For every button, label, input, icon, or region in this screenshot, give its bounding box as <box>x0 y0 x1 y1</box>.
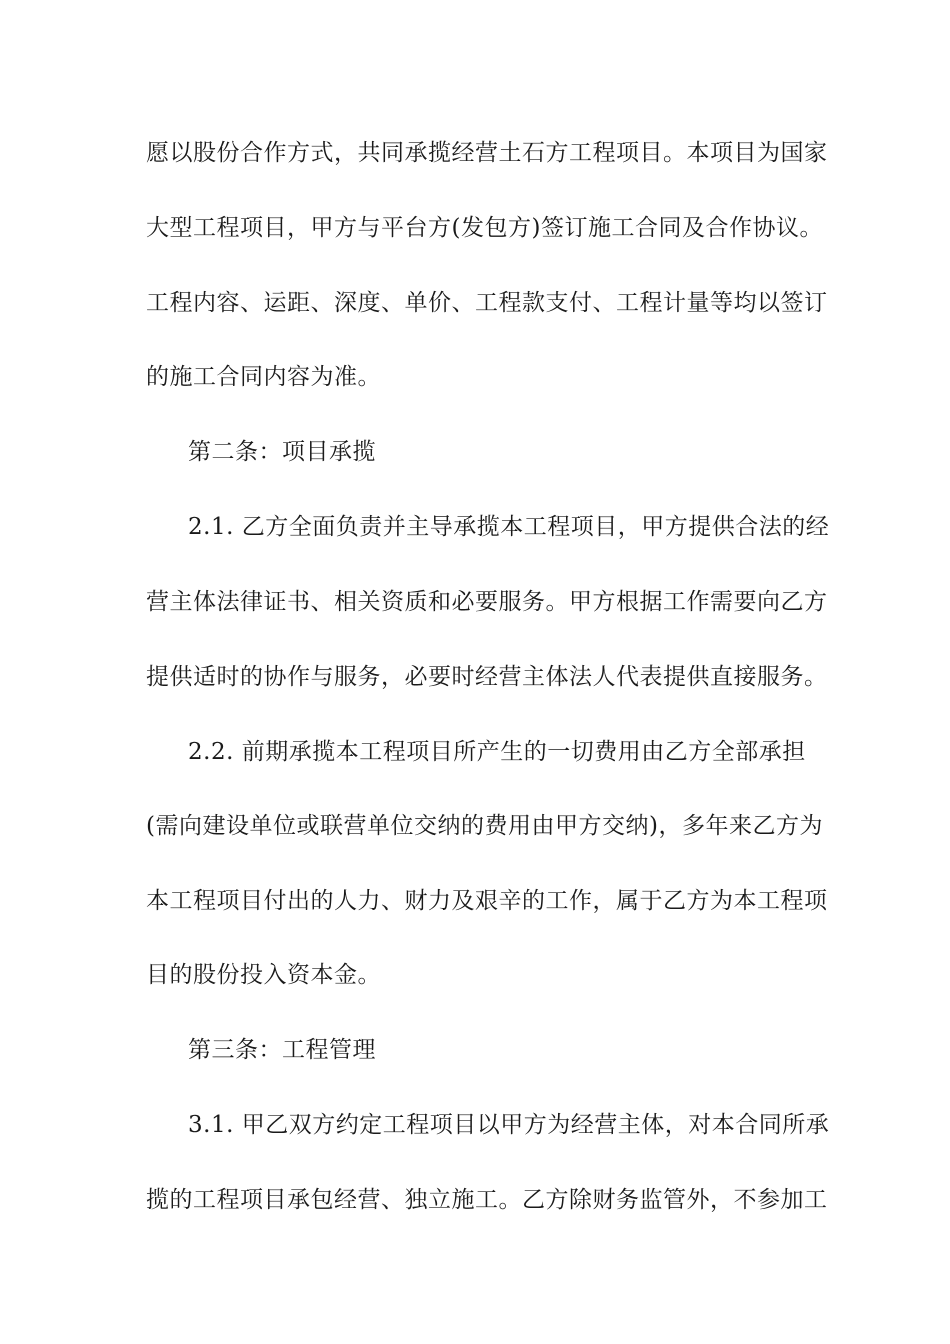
text-line: 目的股份投入资本金。 <box>146 962 381 988</box>
text-line: 2.2. 前期承揽本工程项目所产生的一切费用由乙方全部承担 <box>188 739 806 765</box>
text-line: 愿以股份合作方式，共同承揽经营土石方工程项目。本项目为国家 <box>146 140 828 166</box>
text-line: 本工程项目付出的人力、财力及艰辛的工作，属于乙方为本工程项 <box>146 888 828 914</box>
text-line: 工程内容、运距、深度、单价、工程款支付、工程计量等均以签订 <box>146 290 828 316</box>
text-line: 揽的工程项目承包经营、独立施工。乙方除财务监管外，不参加工 <box>146 1187 828 1213</box>
section-heading: 第二条：项目承揽 <box>188 439 376 465</box>
text-line: 提供适时的协作与服务，必要时经营主体法人代表提供直接服务。 <box>146 664 828 690</box>
text-line: (需向建设单位或联营单位交纳的费用由甲方交纳)，多年来乙方为 <box>146 813 823 839</box>
section-heading: 第三条：工程管理 <box>188 1037 376 1063</box>
text-line: 大型工程项目，甲方与平台方(发包方)签订施工合同及合作协议。 <box>146 215 823 241</box>
text-line: 的施工合同内容为准。 <box>146 364 381 390</box>
text-line: 3.1. 甲乙双方约定工程项目以甲方为经营主体，对本合同所承 <box>188 1112 830 1138</box>
text-line: 营主体法律证书、相关资质和必要服务。甲方根据工作需要向乙方 <box>146 589 828 615</box>
text-line: 2.1. 乙方全面负责并主导承揽本工程项目，甲方提供合法的经 <box>188 514 830 540</box>
